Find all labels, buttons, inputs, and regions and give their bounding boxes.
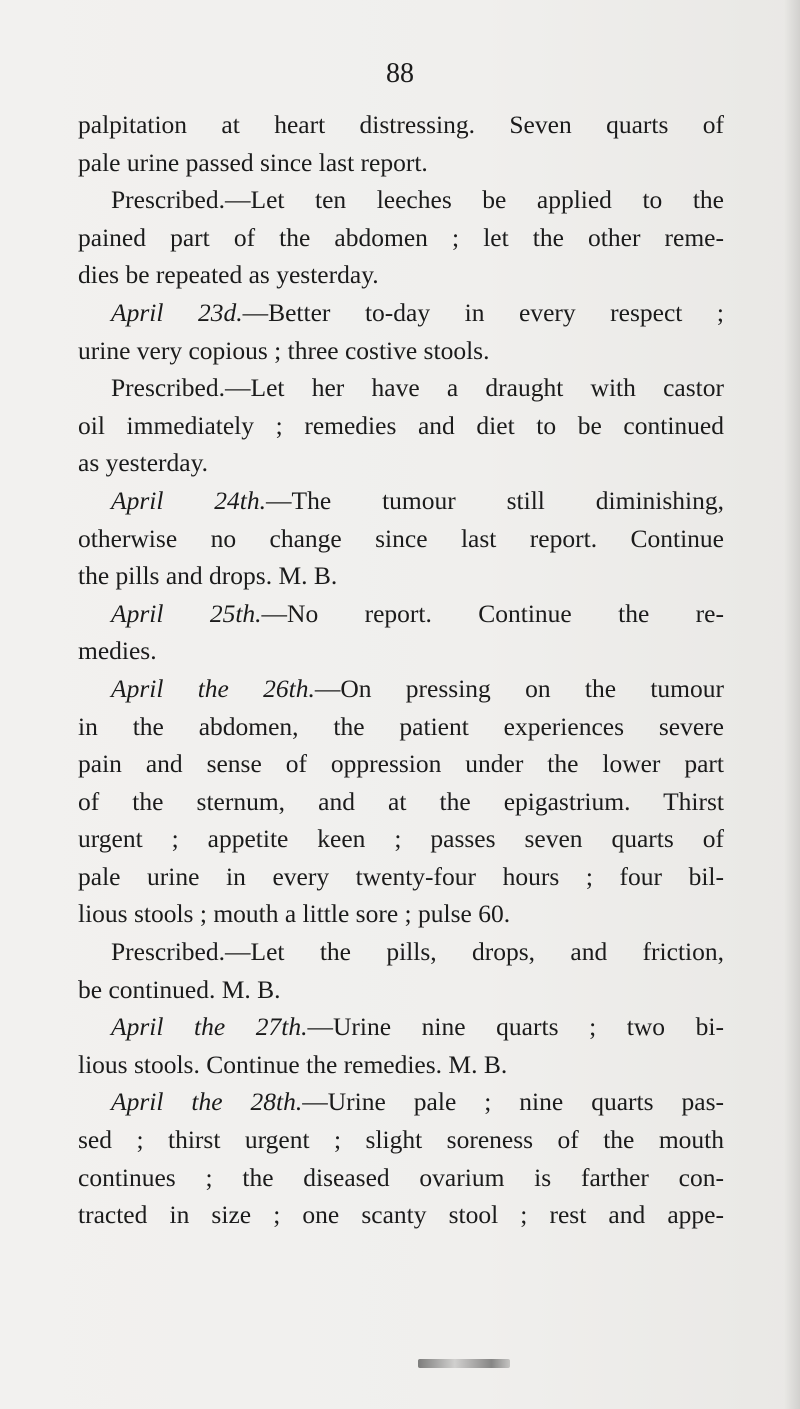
entry-date: April the 28th. [111,1087,303,1117]
line-text: pale urine passed since last report. [78,147,428,177]
text-line [78,895,724,933]
text-line [78,332,724,370]
line-text: continues ; the diseased ovarium is farther con- [78,1162,724,1192]
line-text: —Better to-day in every respect ; [242,297,725,327]
text-line [78,1046,724,1084]
entry-date: April the 27th. [111,1012,308,1042]
text-line [78,632,724,670]
text-line [78,1083,724,1121]
line-text: palpitation at heart distressing. Seven quarts of [78,110,724,139]
line-text: oil immediately ; remedies and diet to be continued [78,410,724,440]
line-text: as yesterday. [78,448,209,478]
text-line [78,783,724,821]
line-text: otherwise no change since last report. Continue [78,523,724,553]
text-line [78,1159,724,1197]
line-text: pale urine in every twenty-four hours ; four bil- [78,861,724,891]
line-text: —Urine pale ; nine quarts pas- [302,1087,724,1117]
line-text: in the abdomen, the patient experiences severe [78,711,724,741]
entry-date: April 23d. [111,297,243,327]
text-line [78,745,724,783]
text-line [78,557,724,595]
text-line [78,520,724,558]
line-text: Prescribed.—Let her have a draught with castor [111,373,724,403]
text-line [78,708,724,746]
line-text: —No report. Continue the re- [261,598,724,628]
text-line [78,256,724,294]
text-line [78,1121,724,1159]
line-text: urgent ; appetite keen ; passes seven quarts of [78,824,724,854]
line-text: Prescribed.—Let ten leeches be applied to the [111,185,724,215]
page-number: 88 [386,58,414,89]
text-line [78,820,724,858]
text-line [78,971,724,1009]
line-text: urine very copious ; three costive stools. [78,335,490,365]
text-line [78,858,724,896]
text-line [78,106,724,144]
text-line [78,933,724,971]
text-line [78,670,724,708]
line-text: medies. [78,636,157,666]
text-line [78,1196,724,1234]
line-text: tracted in size ; one scanty stool ; rest and appe- [78,1200,724,1230]
line-text: be continued. M. B. [78,974,281,1004]
text-line [78,181,724,219]
line-text: lious stools ; mouth a little sore ; pulse 60. [78,899,511,929]
line-text: —The tumour still diminishing, [266,485,724,515]
line-text: the pills and drops. M. B. [78,561,338,591]
line-text: Prescribed.—Let the pills, drops, and friction, [111,937,724,967]
line-text: pained part of the abdomen ; let the other reme- [78,222,724,252]
body-text [78,106,724,1234]
text-line [78,369,724,407]
line-text: —On pressing on the tumour [314,673,724,703]
text-line [78,144,724,182]
text-line [78,407,724,445]
text-line [78,444,724,482]
text-line [78,595,724,633]
line-text: pain and sense of oppression under the lower part [78,749,724,779]
text-line [78,219,724,257]
ink-smudge [418,1359,510,1368]
entry-date: April 24th. [111,485,267,515]
entry-date: April the 26th. [111,673,315,703]
line-text: of the sternum, and at the epigastrium. Thirst [78,786,724,816]
text-line [78,294,724,332]
entry-date: April 25th. [111,598,262,628]
text-line [78,482,724,520]
page-edge-shadow [784,0,800,1409]
line-text: —Urine nine quarts ; two bi- [307,1012,724,1042]
line-text: sed ; thirst urgent ; slight soreness of the mouth [78,1125,724,1155]
line-text: lious stools. Continue the remedies. M. B. [78,1049,508,1079]
line-text: dies be repeated as yesterday. [78,260,379,290]
text-line [78,1008,724,1046]
